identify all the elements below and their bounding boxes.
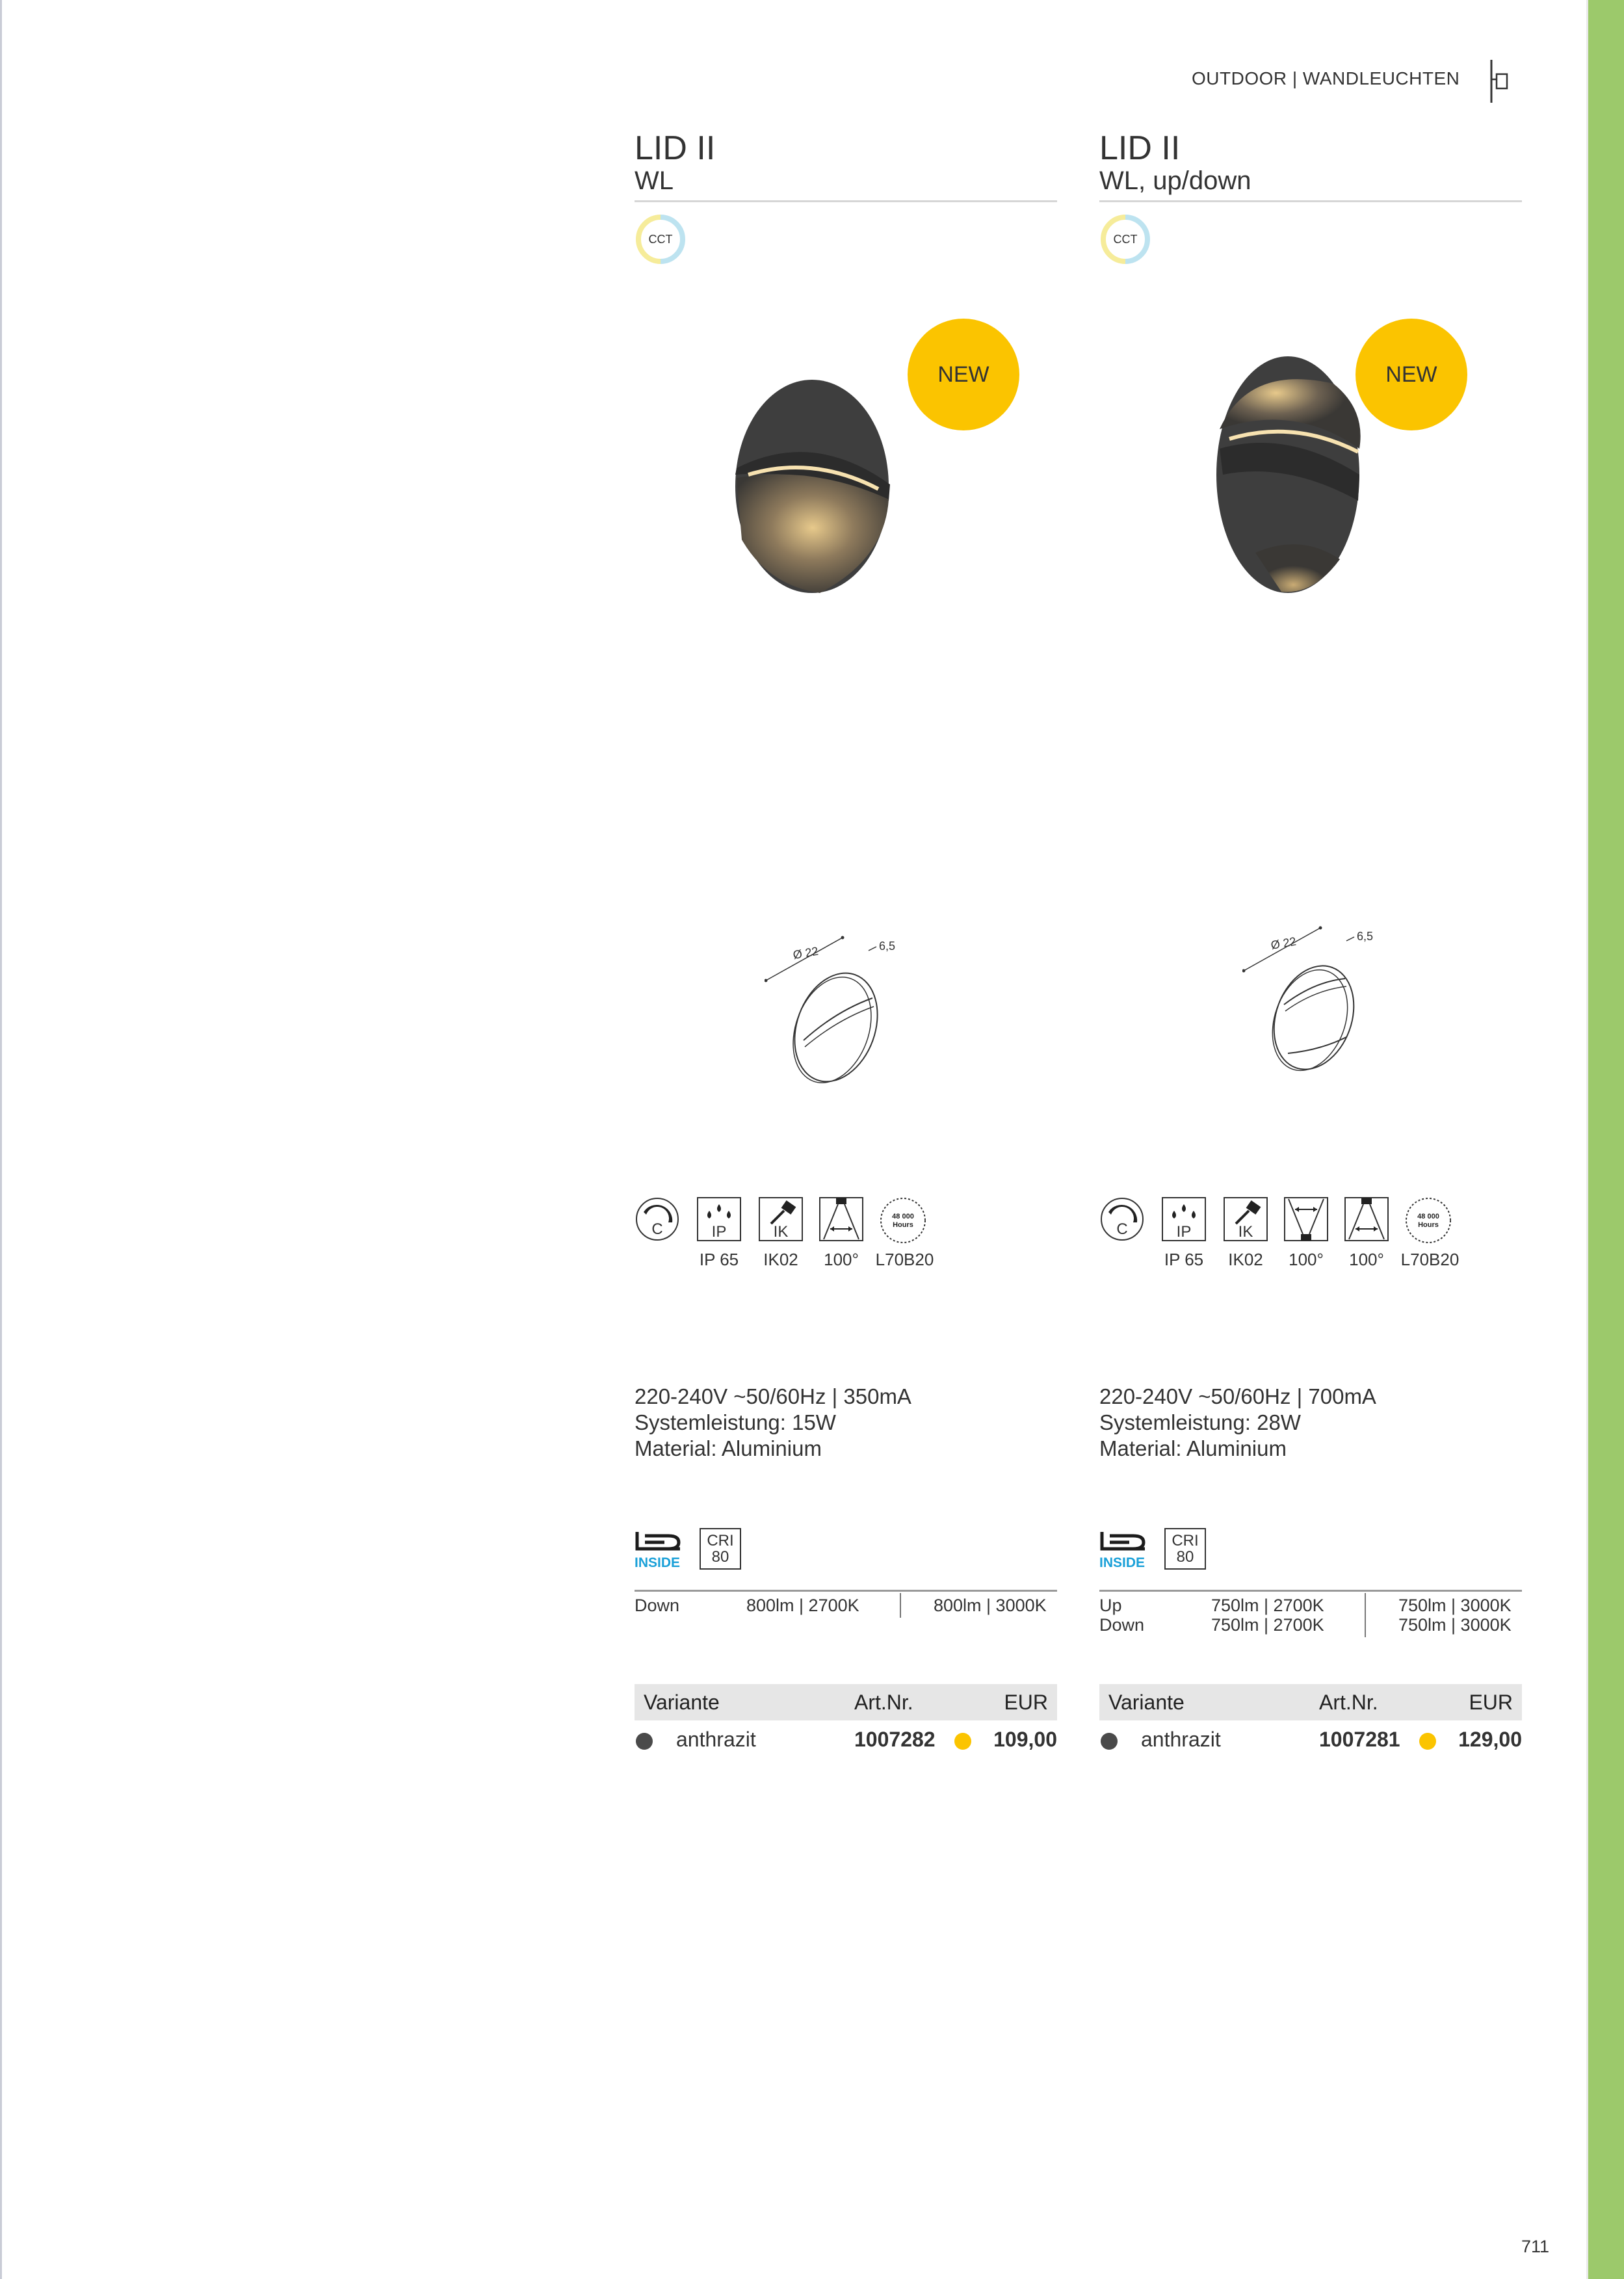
led-inside-text: INSIDE [1099, 1555, 1146, 1570]
ik-badge-label: IK [773, 1223, 789, 1241]
lifetime-hours-icon [879, 1196, 927, 1245]
beam-angle-up-icon [1283, 1196, 1329, 1242]
page-left-rule [0, 0, 2, 2279]
feature-icons-row [635, 1196, 1057, 1281]
article-number: 1007281 [1319, 1728, 1400, 1751]
hours-top-label: 48 000 [1417, 1213, 1439, 1220]
cri-badge [700, 1528, 741, 1570]
lumen-row: Down 800lm | 2700K 800lm | 3000K [635, 1596, 1047, 1615]
feature-label: IP 65 [699, 1250, 739, 1269]
price: 129,00 [1458, 1728, 1522, 1751]
spec-material: Material: Aluminium [1099, 1436, 1287, 1460]
product-subtitle: WL [635, 166, 674, 195]
variant-row [635, 1725, 1057, 1755]
depth-label: 6,5 [1357, 930, 1374, 943]
hours-bottom-label: Hours [893, 1221, 913, 1229]
ik-rating-icon [758, 1196, 804, 1242]
new-badge: NEW [1356, 319, 1467, 430]
spec-material: Material: Aluminium [635, 1436, 822, 1460]
feature-icons-row [1099, 1196, 1522, 1281]
cct-label: CCT [1113, 233, 1138, 246]
hours-bottom-label: Hours [1418, 1221, 1439, 1229]
beam-angle-down-icon [819, 1196, 864, 1242]
variant-name: anthrazit [1141, 1728, 1221, 1751]
ip-rating-icon [696, 1196, 742, 1242]
spec-list [635, 1384, 911, 1462]
cri-label: CRI [1172, 1532, 1199, 1549]
color-swatch-anthracite [636, 1733, 653, 1750]
product-title: LID II [1099, 129, 1181, 167]
feature-label: IP 65 [1164, 1250, 1204, 1269]
category-header: OUTDOOR | WANDLEUCHTEN [1192, 68, 1460, 88]
diameter-label: Ø 22 [792, 944, 820, 962]
wall-lamp-icon [1489, 60, 1512, 103]
cct-icon [1099, 213, 1151, 265]
variant-table-header: Variante Art.Nr. EUR [635, 1684, 1057, 1720]
lifetime-hours-icon [1404, 1196, 1452, 1245]
c-label: C [651, 1220, 663, 1238]
lumen-row: Up 750lm | 2700K 750lm | 3000K [1099, 1596, 1512, 1615]
feature-label: L70B20 [1400, 1250, 1460, 1269]
spec-list [1099, 1384, 1376, 1462]
lumen-table [635, 1596, 1057, 1615]
price-indicator-dot [954, 1733, 971, 1750]
color-swatch-anthracite [1101, 1733, 1118, 1750]
dimension-drawing [765, 930, 921, 1086]
ik-badge-label: IK [1238, 1223, 1253, 1241]
c-label: C [1116, 1220, 1128, 1238]
feature-label: 100° [1349, 1250, 1384, 1269]
ip-badge-label: IP [711, 1223, 727, 1241]
feature-label: IK02 [1228, 1250, 1263, 1269]
variant-name: anthrazit [676, 1728, 756, 1751]
variant-table-header: Variante Art.Nr. EUR [1099, 1684, 1522, 1720]
product-subtitle: WL, up/down [1099, 166, 1251, 195]
led-inside-logo [1099, 1529, 1149, 1570]
hours-top-label: 48 000 [892, 1213, 914, 1220]
ip-rating-icon [1161, 1196, 1207, 1242]
variant-row [1099, 1725, 1522, 1755]
chapter-color-bar [1588, 0, 1624, 2279]
product-card-lid-ii-wl-updown [1099, 129, 1522, 1751]
article-number: 1007282 [854, 1728, 936, 1751]
feature-label: L70B20 [875, 1250, 934, 1269]
ip-badge-label: IP [1176, 1223, 1192, 1241]
page-number: 711 [1521, 2237, 1550, 2256]
dimmable-c-icon [635, 1196, 680, 1242]
product-card-lid-ii-wl [635, 129, 1057, 1751]
feature-label: 100° [824, 1250, 859, 1269]
title-divider [1099, 200, 1522, 202]
diameter-label: Ø 22 [1270, 934, 1298, 952]
cri-value: 80 [711, 1548, 729, 1566]
ik-rating-icon [1223, 1196, 1268, 1242]
title-divider [635, 200, 1057, 202]
dimmable-c-icon [1099, 1196, 1145, 1242]
led-inside-text: INSIDE [635, 1555, 681, 1570]
cri-label: CRI [707, 1532, 734, 1549]
price: 109,00 [993, 1728, 1057, 1751]
new-badge: NEW [908, 319, 1019, 430]
cri-badge [1164, 1528, 1206, 1570]
cct-label: CCT [648, 233, 673, 246]
led-inside-logo [635, 1529, 684, 1570]
beam-angle-down-icon [1344, 1196, 1389, 1242]
cri-value: 80 [1176, 1548, 1194, 1566]
spec-power: Systemleistung: 28W [1099, 1410, 1301, 1434]
lumen-table-rule [1099, 1590, 1522, 1592]
cct-icon [635, 213, 687, 265]
spec-power: Systemleistung: 15W [635, 1410, 836, 1434]
lumen-table [1099, 1596, 1522, 1635]
spec-electrical: 220-240V ~50/60Hz | 700mA [1099, 1384, 1376, 1408]
price-indicator-dot [1419, 1733, 1436, 1750]
lumen-row: Down 750lm | 2700K 750lm | 3000K [1099, 1615, 1512, 1635]
feature-label: 100° [1289, 1250, 1324, 1269]
product-title: LID II [635, 129, 716, 167]
product-photo [722, 345, 891, 618]
feature-label: IK02 [763, 1250, 798, 1269]
spec-electrical: 220-240V ~50/60Hz | 350mA [635, 1384, 911, 1408]
depth-label: 6,5 [879, 940, 896, 953]
lumen-table-rule [635, 1590, 1057, 1592]
dimension-drawing [1242, 920, 1398, 1076]
product-photo [1210, 338, 1379, 618]
